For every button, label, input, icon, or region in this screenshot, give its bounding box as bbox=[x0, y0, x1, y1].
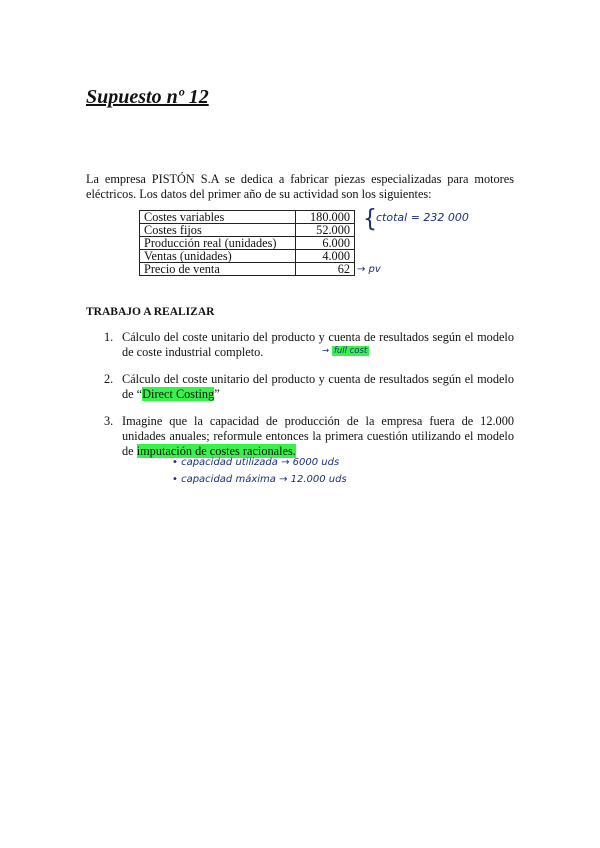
row-value: 6.000 bbox=[296, 237, 355, 250]
task-number: 2. bbox=[104, 372, 114, 386]
list-item bbox=[86, 372, 514, 402]
intro-paragraph: La empresa PISTÓN S.A se dedica a fabricar piezas especializadas para motores eléctricos. Los datos del primer año de su actividad son los siguientes: bbox=[86, 172, 514, 201]
table-row bbox=[140, 263, 355, 276]
row-label: Producción real (unidades) bbox=[140, 237, 296, 250]
table-row bbox=[140, 211, 355, 224]
list-item bbox=[86, 414, 514, 459]
task-number: 1. bbox=[104, 330, 114, 344]
handwritten-capacity-max-note: • capacidad máxima → 12.000 uds bbox=[172, 474, 347, 485]
table-row bbox=[140, 224, 355, 237]
table-row bbox=[140, 237, 355, 250]
row-label: Precio de venta bbox=[140, 263, 296, 276]
row-value: 52.000 bbox=[296, 224, 355, 237]
task-text: Cálculo del coste unitario del producto y cuenta de resultados según el modelo de coste industrial completo. bbox=[122, 330, 514, 359]
task-list bbox=[86, 330, 514, 471]
handwritten-ctotal-note: ctotal = 232 000 bbox=[376, 211, 469, 224]
row-value: 62 bbox=[296, 263, 355, 276]
table-row bbox=[140, 250, 355, 263]
arrow-icon: → bbox=[322, 346, 330, 356]
row-value: 4.000 bbox=[296, 250, 355, 263]
handwritten-capacity-used-note: • capacidad utilizada → 6000 uds bbox=[172, 457, 340, 468]
task-number: 3. bbox=[104, 414, 114, 428]
handwritten-brace: { bbox=[363, 205, 377, 234]
row-label: Costes fijos bbox=[140, 224, 296, 237]
page-title: Supuesto nº 12 bbox=[86, 86, 209, 108]
list-item bbox=[86, 330, 514, 360]
task-text: Cálculo del coste unitario del producto y cuenta de resultados según el modelo de “ bbox=[122, 372, 514, 401]
highlighted-text: full cost bbox=[333, 346, 368, 356]
section-heading: TRABAJO A REALIZAR bbox=[86, 306, 215, 318]
highlighted-text: Direct Costing bbox=[142, 387, 215, 401]
data-table bbox=[139, 210, 355, 276]
row-value: 180.000 bbox=[296, 211, 355, 224]
row-label: Ventas (unidades) bbox=[140, 250, 296, 263]
handwritten-full-cost-note bbox=[322, 346, 369, 356]
highlighted-text: imputación de costes racionales. bbox=[136, 444, 296, 458]
row-label: Costes variables bbox=[140, 211, 296, 224]
task-text: Imagine que la capacidad de producción de la empresa fuera de 12.000 unidades anuales; reformule entonces la primera cuestión utilizando el modelo de bbox=[122, 414, 514, 458]
task-text-end: ” bbox=[214, 387, 220, 401]
handwritten-pv-note: → pv bbox=[357, 264, 381, 275]
